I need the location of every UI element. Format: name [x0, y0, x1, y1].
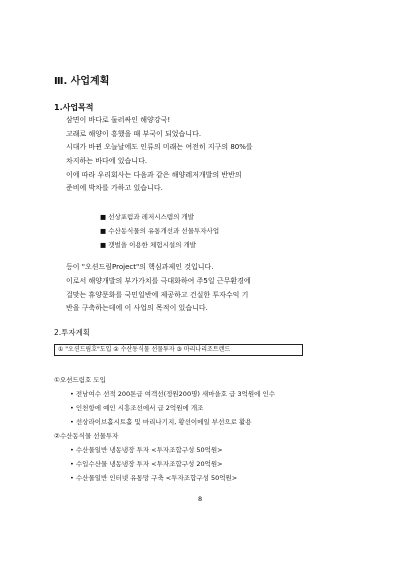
investment-item: • 전남여수 선적 200톤급 여객선(정원200명) 새마을호 급 3억원에 인수	[70, 390, 276, 398]
investment-summary-box: ① "오션드림호"도입 ② 수산동식물 선물투자 ③ 마리나리조트랜드	[54, 344, 303, 356]
square-bullet-icon: ■	[100, 213, 109, 221]
page-number: 8	[198, 495, 203, 503]
purpose-line: 삼면이 바다로 둘러싸인 해양강국!	[66, 116, 171, 124]
investment-heading: 2.투자계획	[54, 328, 91, 337]
investment-item: • 수입수산물 냉동냉장 투자 <투자조합구성 20억원>	[70, 460, 223, 468]
purpose-bullet-text: 선상포럼과 레저시스템의 개발	[108, 213, 194, 221]
purpose-bullet-text: 갯벌을 이용한 체험시설의 개발	[108, 241, 197, 249]
purpose-closing-line: 등이 "오션드림Project"의 핵심과제인 것입니다.	[66, 263, 214, 271]
purpose-line: 이에 따라 우리회사는 다음과 같은 해양레저개발의 반반의	[66, 171, 242, 179]
purpose-closing-line: 이로서 해양개발의 부가가치를 극대화하여 주5일 근무환경에	[66, 277, 251, 285]
purpose-line: 준비에 박차를 가하고 있습니다.	[66, 184, 163, 192]
purpose-line: 차지하는 바다에 있습니다.	[66, 157, 148, 165]
section-title: Ⅲ. 사업계획	[54, 76, 110, 87]
purpose-line: 시대가 바뀐 오늘날에도 인류의 미래는 여전히 지구의 80%를	[66, 143, 253, 151]
purpose-bullet	[100, 240, 196, 249]
investment-sub-heading: ①오션드림호 도입	[54, 376, 106, 384]
purpose-closing-line: 걸맞는 휴양문화를 국민일반에 제공하고 건실한 투자수익 기	[66, 291, 249, 299]
square-bullet-icon: ■	[100, 241, 109, 249]
investment-sub-heading: ②수산동식물 선물투자	[54, 432, 119, 440]
purpose-closing-line: 반을 구축하는데에 이 사업의 목적이 있습니다.	[66, 304, 208, 312]
purpose-bullet	[100, 212, 194, 221]
purpose-bullet-text: 수산동식물의 유통개선과 선물투자사업	[108, 227, 220, 235]
purpose-line: 고래로 해양이 흥했을 때 부국이 되었습니다.	[66, 130, 202, 138]
investment-item: • 수산물일반 인터넷 유통망 구축 <투자조합구성 50억원>	[70, 474, 238, 482]
purpose-bullet	[100, 226, 219, 235]
square-bullet-icon: ■	[100, 227, 109, 235]
investment-item: • 인천항에 예인 시흥조선에서 급 2억원에 개조	[70, 404, 204, 412]
investment-item: • 선상라이브홀시트홀 및 마리나기지, 황선이메일 부선으로 활용	[70, 418, 252, 426]
investment-item: • 수산물일반 냉동냉장 투자 <투자조합구성 50억원>	[70, 446, 223, 454]
purpose-heading: 1.사업목적	[54, 103, 94, 112]
